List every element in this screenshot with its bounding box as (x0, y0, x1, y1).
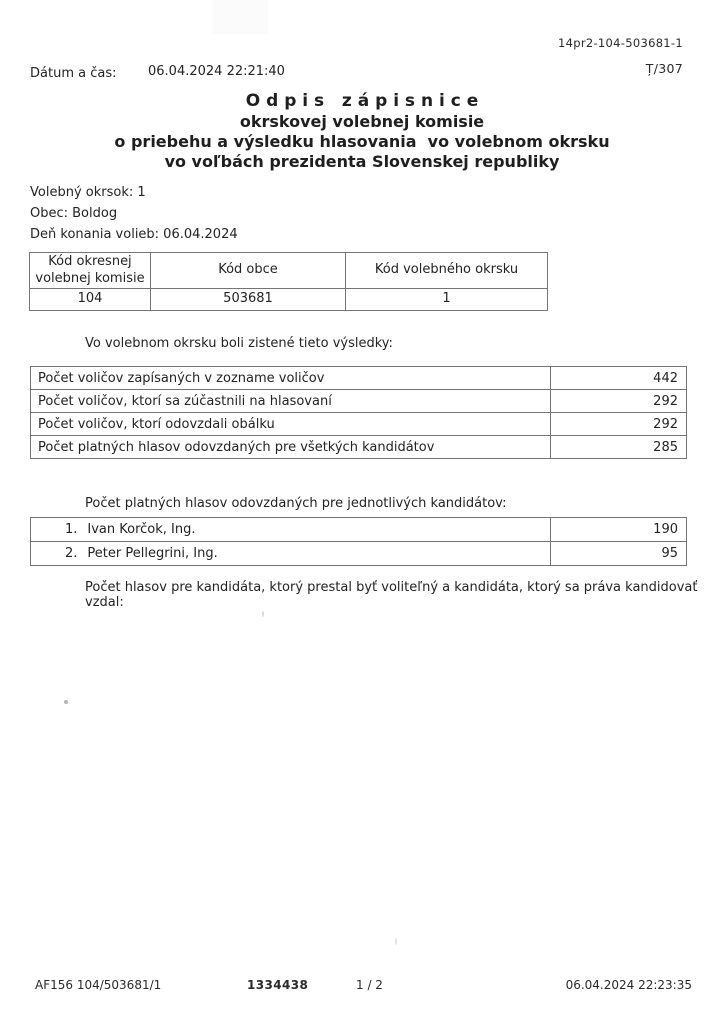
candidates-intro: Počet platných hlasov odovzdaných pre jednotlivých kandidátov: (85, 496, 507, 511)
datetime-label: Dátum a čas: (30, 66, 117, 81)
scan-smudge (213, 0, 268, 34)
scan-artifact-dot (64, 700, 68, 704)
result-value: 442 (551, 367, 687, 390)
scan-artifact-mark (262, 611, 264, 617)
result-value: 285 (551, 436, 687, 459)
page-reference: Ț/307 (645, 61, 683, 76)
result-label: Počet voličov, ktorí sa zúčastnili na hlasovaní (31, 390, 551, 413)
withdrawn-note: Počet hlasov pre kandidáta, ktorý prestal byť voliteľný a kandidáta, ktorý sa práva kandidovať vzdal: (85, 580, 698, 610)
candidate-name: Peter Pellegrini, Ing. (87, 546, 218, 561)
footer-print-datetime: 06.04.2024 22:23:35 (565, 978, 692, 992)
scan-artifact-mark (395, 938, 397, 945)
candidate-row (31, 518, 687, 542)
result-value: 292 (551, 413, 687, 436)
candidate-cell (31, 518, 551, 542)
results-table (30, 366, 687, 459)
candidate-number: 2. (65, 546, 78, 561)
codes-table (29, 252, 548, 311)
result-row (31, 436, 687, 459)
result-label: Počet platných hlasov odovzdaných pre všetkých kandidátov (31, 436, 551, 459)
result-row (31, 413, 687, 436)
codes-value-municipality: 503681 (151, 289, 346, 311)
municipality-line: Obec: Boldog (30, 206, 118, 221)
candidate-row (31, 542, 687, 566)
codes-value-district-commission: 104 (30, 289, 151, 311)
footer-serial-number: 1334438 (247, 978, 309, 992)
candidate-name: Ivan Korčok, Ing. (87, 522, 196, 537)
codes-header-district-commission: Kód okresnej volebnej komisie (30, 253, 151, 289)
codes-table-value-row (30, 289, 548, 311)
candidate-votes: 95 (551, 542, 687, 566)
footer-form-reference: AF156 104/503681/1 (35, 978, 162, 992)
result-value: 292 (551, 390, 687, 413)
candidate-votes: 190 (551, 518, 687, 542)
document-title-line-3: o priebehu a výsledku hlasovania vo volebnom okrsku (114, 132, 610, 151)
document-reference: 14pr2-104-503681-1 (558, 36, 683, 50)
document-title-line-4: vo voľbách prezidenta Slovenskej republiky (164, 152, 560, 171)
result-label: Počet voličov, ktorí odovzdali obálku (31, 413, 551, 436)
datetime-value: 06.04.2024 22:21:40 (148, 64, 285, 79)
codes-value-ward: 1 (346, 289, 548, 311)
document-title-line-2: okrskovej volebnej komisie (239, 112, 485, 131)
candidates-table (30, 517, 687, 566)
results-intro: Vo volebnom okrsku boli zistené tieto výsledky: (85, 336, 393, 351)
result-label: Počet voličov zapísaných v zozname voličov (31, 367, 551, 390)
election-day-line: Deň konania volieb: 06.04.2024 (30, 227, 238, 242)
codes-table-header-row (30, 253, 548, 289)
codes-header-municipality: Kód obce (151, 253, 346, 289)
result-row (31, 390, 687, 413)
document-title-line-1: O d p i s z á p i s n i c e (245, 91, 479, 111)
footer-page-number: 1 / 2 (356, 978, 383, 992)
result-row (31, 367, 687, 390)
district-line: Volebný okrsok: 1 (30, 185, 146, 200)
candidate-number: 1. (65, 522, 78, 537)
candidate-cell (31, 542, 551, 566)
codes-header-ward: Kód volebného okrsku (346, 253, 548, 289)
